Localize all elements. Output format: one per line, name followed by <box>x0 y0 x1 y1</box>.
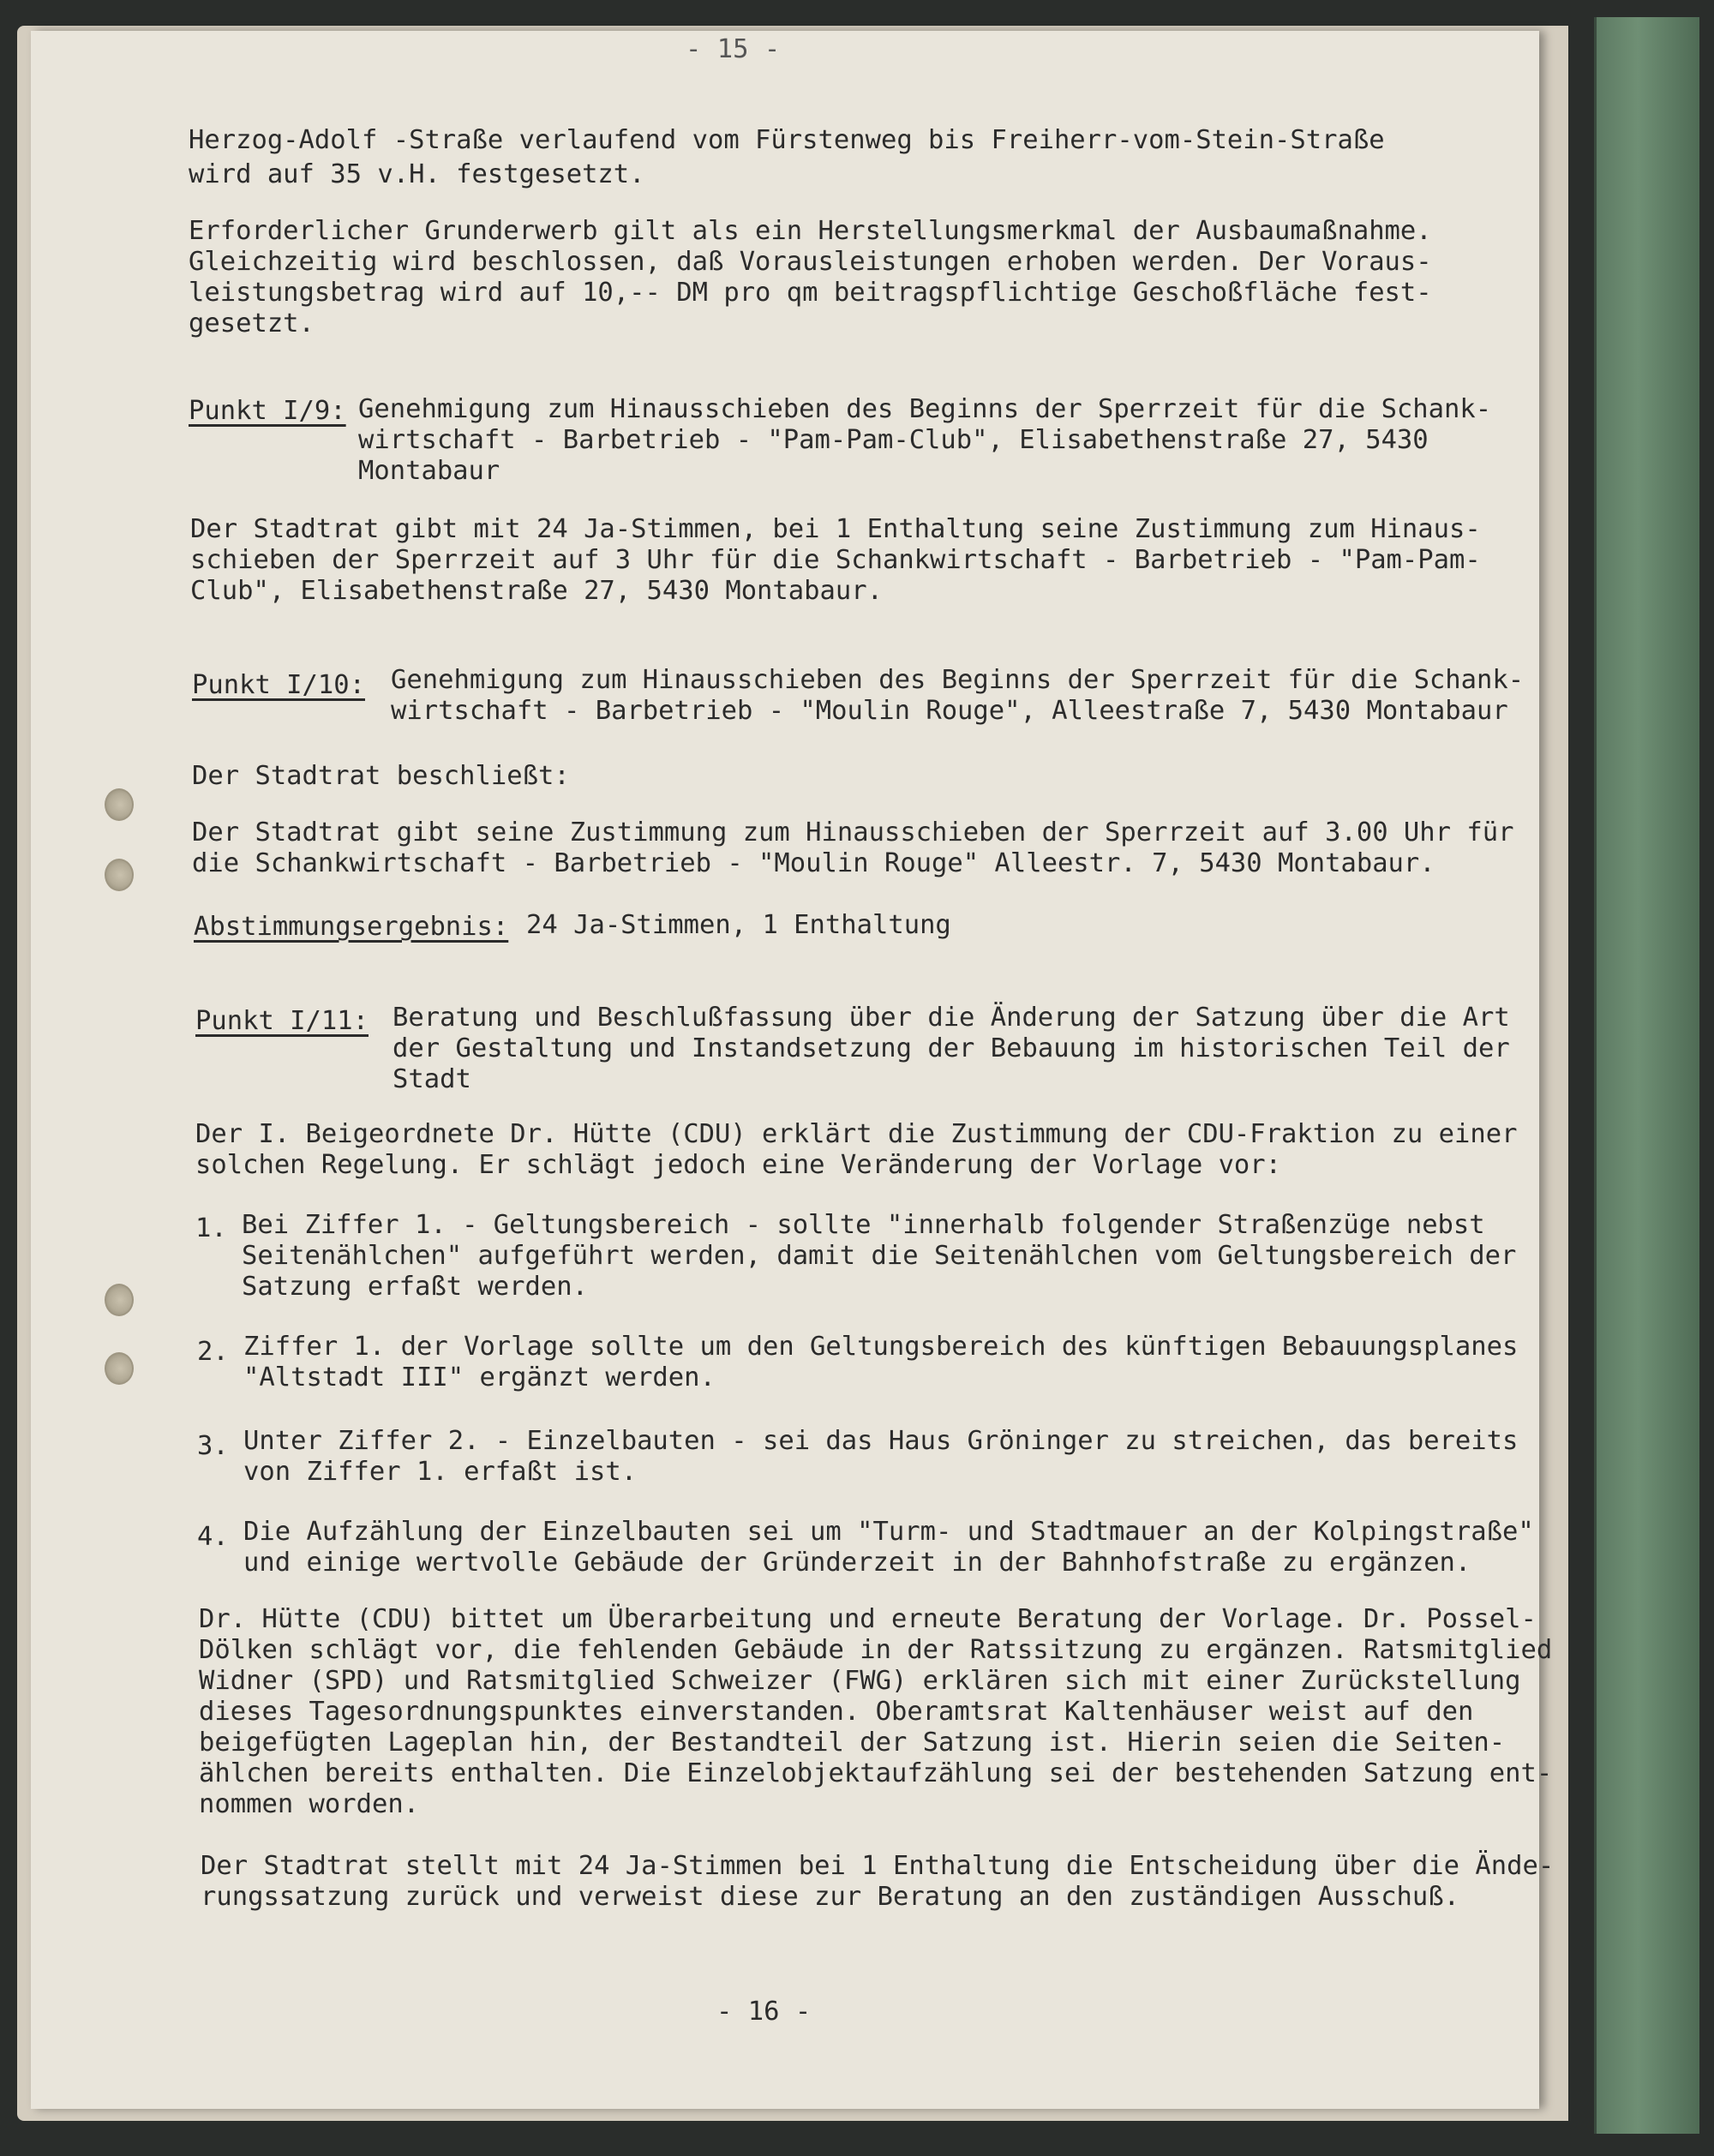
paragraph-line: leistungsbetrag wird auf 10,-- DM pro qm beitragspflichtige Geschoßfläche fest- <box>189 278 1432 308</box>
paragraph-line: die Schankwirtschaft - Barbetrieb - "Moulin Rouge" Alleestr. 7, 5430 Montabaur. <box>192 848 1435 878</box>
paragraph-line: Widner (SPD) und Ratsmitglied Schweizer (FWG) erklären sich mit einer Zurückstellung <box>199 1666 1521 1696</box>
paragraph-line: Gleichzeitig wird beschlossen, daß Vorausleistungen erhoben werden. Der Voraus- <box>189 247 1432 277</box>
punch-hole <box>105 859 134 891</box>
list-item-number: 3. <box>197 1431 229 1461</box>
list-item-line: Ziffer 1. der Vorlage sollte um den Geltungsbereich des künftigen Bebauungsplanes <box>243 1332 1519 1362</box>
paragraph-line: beigefügten Lageplan hin, der Bestandteil der Satzung ist. Hierin seien die Seiten- <box>199 1728 1506 1758</box>
agenda-item-title-line: Montabaur <box>358 456 500 486</box>
agenda-item-title-line: Genehmigung zum Hinausschieben des Beginns der Sperrzeit für die Schank- <box>358 394 1492 424</box>
paragraph-line: Der Stadtrat beschließt: <box>192 761 570 791</box>
list-item-line: und einige wertvolle Gebäude der Gründerzeit in der Bahnhofstraße zu ergänzen. <box>243 1548 1471 1578</box>
page-number-top: - 15 - <box>686 34 781 64</box>
paragraph-line: Dr. Hütte (CDU) bittet um Überarbeitung und erneute Beratung der Vorlage. Dr. Possel- <box>199 1604 1537 1634</box>
agenda-item-label: Punkt I/11: <box>195 1006 369 1036</box>
paragraph-line: Der Stadtrat gibt seine Zustimmung zum Hinausschieben der Sperrzeit auf 3.00 Uhr für <box>192 817 1514 847</box>
vote-result-label: Abstimmungsergebnis: <box>194 912 509 942</box>
paragraph-line: Der Stadtrat stellt mit 24 Ja-Stimmen bei 1 Enthaltung die Entscheidung über die Ände- <box>201 1851 1555 1881</box>
paragraph-line: dieses Tagesordnungspunktes einverstanden. Oberamtsrat Kaltenhäuser weist auf den <box>199 1697 1474 1727</box>
punch-hole <box>105 1352 134 1385</box>
paragraph-line: nommen worden. <box>199 1789 420 1819</box>
list-item-line: Die Aufzählung der Einzelbauten sei um "Turm- und Stadtmauer an der Kolpingstraße" <box>243 1517 1534 1547</box>
paragraph-line: ählchen bereits enthalten. Die Einzelobjektaufzählung sei der bestehenden Satzung ent- <box>199 1758 1553 1788</box>
paragraph-line: Der Stadtrat gibt mit 24 Ja-Stimmen, bei 1 Enthaltung seine Zustimmung zum Hinaus- <box>190 514 1481 544</box>
paragraph-line: Dölken schlägt vor, die fehlenden Gebäude in der Ratssitzung zu ergänzen. Ratsmitglied <box>199 1635 1553 1665</box>
agenda-item-title-line: wirtschaft - Barbetrieb - "Pam-Pam-Club", Elisabethenstraße 27, 5430 <box>358 425 1429 455</box>
agenda-item-title-line: Stadt <box>393 1064 471 1094</box>
paragraph-line: wird auf 35 v.H. festgesetzt. <box>189 159 645 189</box>
paragraph-line: Club", Elisabethenstraße 27, 5430 Montabaur. <box>190 576 883 606</box>
punch-hole <box>105 1284 134 1316</box>
agenda-item-title-line: Genehmigung zum Hinausschieben des Beginns der Sperrzeit für die Schank- <box>391 665 1525 695</box>
list-item-number: 1. <box>195 1213 227 1243</box>
paragraph-line: Herzog-Adolf -Straße verlaufend vom Fürstenweg bis Freiherr-vom-Stein-Straße <box>189 125 1385 155</box>
list-item-number: 4. <box>197 1522 229 1552</box>
list-item-number: 2. <box>197 1337 229 1367</box>
page-number-bottom: - 16 - <box>716 1997 812 2027</box>
list-item-line: Bei Ziffer 1. - Geltungsbereich - sollte "innerhalb folgender Straßenzüge nebst <box>242 1210 1485 1240</box>
agenda-item-title-line: wirtschaft - Barbetrieb - "Moulin Rouge", Alleestraße 7, 5430 Montabaur <box>391 696 1508 726</box>
paragraph-line: Erforderlicher Grunderwerb gilt als ein Herstellungsmerkmal der Ausbaumaßnahme. <box>189 216 1432 246</box>
paragraph-line: solchen Regelung. Er schlägt jedoch eine Veränderung der Vorlage vor: <box>195 1150 1282 1180</box>
binder-spine <box>1594 17 1699 2134</box>
agenda-item-title-line: Beratung und Beschlußfassung über die Änderung der Satzung über die Art <box>393 1003 1510 1033</box>
list-item-line: "Altstadt III" ergänzt werden. <box>243 1362 716 1392</box>
paragraph-line: rungssatzung zurück und verweist diese zur Beratung an den zuständigen Ausschuß. <box>201 1882 1460 1912</box>
list-item-line: Seitenählchen" aufgeführt werden, damit die Seitenählchen vom Geltungsbereich der <box>242 1241 1517 1271</box>
list-item-line: Unter Ziffer 2. - Einzelbauten - sei das Haus Gröninger zu streichen, das bereits <box>243 1426 1519 1456</box>
paragraph-line: Der I. Beigeordnete Dr. Hütte (CDU) erklärt die Zustimmung der CDU-Fraktion zu einer <box>195 1119 1518 1149</box>
agenda-item-label: Punkt I/9: <box>189 396 346 426</box>
paragraph-line: gesetzt. <box>189 308 315 338</box>
punch-hole <box>105 788 134 821</box>
list-item-line: Satzung erfaßt werden. <box>242 1272 588 1302</box>
agenda-item-label: Punkt I/10: <box>192 670 365 700</box>
paragraph-line: schieben der Sperrzeit auf 3 Uhr für die Schankwirtschaft - Barbetrieb - "Pam-Pam- <box>190 545 1481 575</box>
vote-result-value: 24 Ja-Stimmen, 1 Enthaltung <box>526 910 951 940</box>
list-item-line: von Ziffer 1. erfaßt ist. <box>243 1457 638 1487</box>
agenda-item-title-line: der Gestaltung und Instandsetzung der Bebauung im historischen Teil der <box>393 1033 1510 1063</box>
